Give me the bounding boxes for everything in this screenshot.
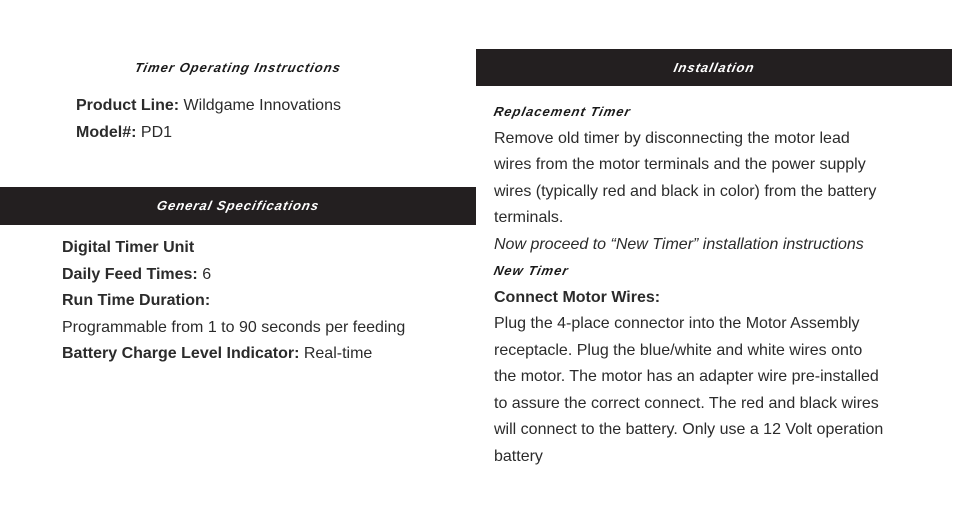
model-row [76, 120, 341, 147]
model-label: Model#: [76, 123, 137, 141]
new-timer-line: the motor. The motor has an adapter wire pre-installed [494, 368, 879, 385]
new-timer-line: will connect to the battery. Only use a 12 Volt operation [494, 421, 884, 438]
connect-motor-wires-label: Connect Motor Wires: [494, 288, 661, 306]
new-timer-line: Plug the 4-place connector into the Motor Assembly [494, 315, 860, 332]
model-value: PD1 [136, 123, 173, 141]
spec-feed-value: 6 [197, 265, 212, 283]
product-line-label: Product Line: [76, 97, 180, 114]
timer-instructions-title: Timer Operating Instructions [133, 60, 343, 75]
spec-feed-times [62, 262, 405, 289]
replacement-note: Now proceed to “New Timer” installation instructions [494, 235, 864, 253]
product-line-value: Wildgame Innovations [179, 97, 341, 114]
product-info [76, 93, 341, 146]
spec-battery [62, 341, 405, 368]
spec-run-value: Programmable from 1 to 90 seconds per feeding [62, 318, 406, 336]
installation-title: Installation [672, 60, 756, 75]
specifications-list [62, 235, 405, 368]
replacement-line: terminals. [494, 209, 564, 226]
general-specifications-title: General Specifications [155, 198, 321, 213]
new-timer-line: battery [494, 447, 543, 465]
replacement-line: wires (typically red and black in color) from the battery [494, 182, 877, 200]
product-line-row [76, 93, 341, 120]
replacement-line: wires from the motor terminals and the power supply [494, 156, 866, 173]
general-specifications-bar [0, 187, 476, 225]
new-timer-line: to assure the correct connect. The red and black wires [494, 394, 879, 412]
installation-content [494, 99, 914, 470]
spec-battery-label: Battery Charge Level Indicator: [62, 345, 300, 362]
replacement-line: Remove old timer by disconnecting the motor lead [494, 129, 850, 147]
spec-run-label: Run Time Duration: [62, 292, 211, 309]
spec-battery-value: Real-time [299, 345, 373, 362]
spec-feed-label: Daily Feed Times: [62, 265, 198, 283]
spec-unit: Digital Timer Unit [62, 239, 195, 256]
installation-bar [476, 49, 952, 86]
replacement-timer-heading: Replacement Timer [492, 104, 633, 119]
new-timer-line: receptacle. Plug the blue/white and white wires onto [494, 341, 863, 359]
new-timer-heading: New Timer [492, 263, 571, 278]
